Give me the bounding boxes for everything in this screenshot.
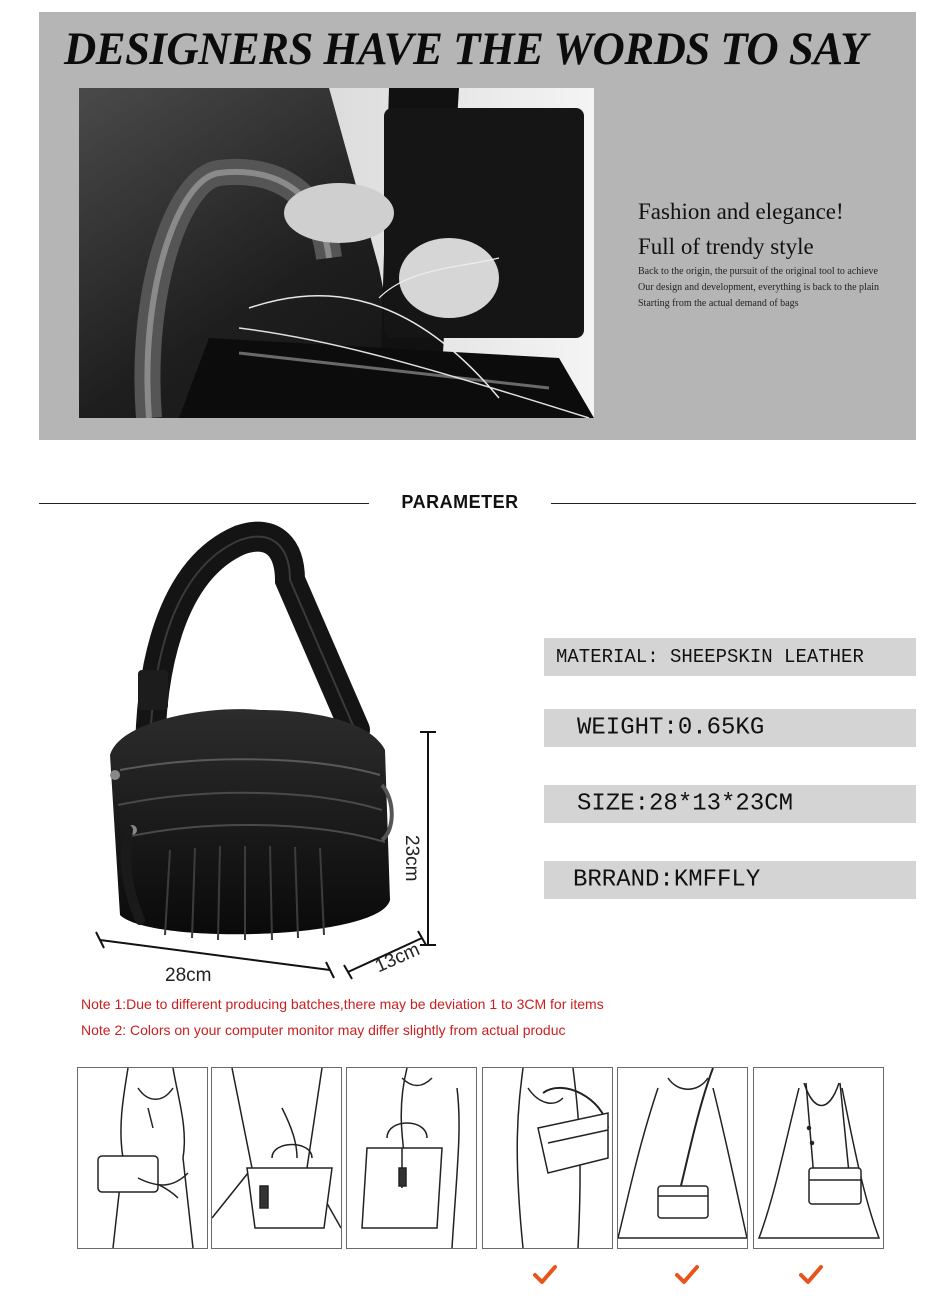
parameter-title: PARAMETER xyxy=(401,492,519,512)
height-label: 23cm xyxy=(401,835,422,882)
carry-style-shoulder xyxy=(482,1067,613,1249)
carry-style-crossbody-front xyxy=(617,1067,748,1249)
spec-brand xyxy=(544,861,916,899)
depth-label: 13cm xyxy=(372,939,423,978)
carry-style-arm-tote xyxy=(346,1067,477,1249)
tagline-headline-1: Fashion and elegance! xyxy=(638,199,844,224)
craftsman-photo xyxy=(79,88,594,418)
spec-material xyxy=(544,638,916,676)
check-icon xyxy=(674,1262,700,1288)
check-icon xyxy=(532,1262,558,1288)
tagline-line-2: Our design and development, everything is back to the plain xyxy=(638,282,880,293)
carry-style-clutch xyxy=(77,1067,208,1249)
hero-title: DESIGNERS HAVE THE WORDS TO SAY xyxy=(64,23,867,75)
spec-material-text: MATERIAL: SHEEPSKIN LEATHER xyxy=(556,646,864,668)
tagline-headline-2: Full of trendy style xyxy=(638,234,814,259)
width-label: 28cm xyxy=(165,965,212,986)
spec-brand-text: BRRAND:KMFFLY xyxy=(573,866,761,894)
spec-weight xyxy=(544,709,916,747)
divider-right xyxy=(551,503,916,504)
tagline-line-1: Back to the origin, the pursuit of the original tool to achieve xyxy=(638,266,878,277)
check-icon xyxy=(798,1262,824,1288)
tagline xyxy=(638,194,928,312)
divider-left xyxy=(39,503,369,504)
note-2: Note 2: Colors on your computer monitor may differ slightly from actual produc xyxy=(81,1022,566,1038)
note-1: Note 1:Due to different producing batches,there may be deviation 1 to 3CM for items xyxy=(81,996,604,1012)
spec-size xyxy=(544,785,916,823)
carry-style-hand-satchel xyxy=(211,1067,342,1249)
shoulder-bag-illustration xyxy=(60,520,520,1000)
product-dimension-figure xyxy=(60,520,520,1000)
spec-size-text: SIZE:28*13*23CM xyxy=(577,790,794,818)
tagline-line-3: Starting from the actual demand of bags xyxy=(638,298,799,309)
spec-weight-text: WEIGHT:0.65KG xyxy=(577,714,765,742)
hero-banner xyxy=(39,12,916,440)
carry-style-crossbody-side xyxy=(753,1067,884,1249)
